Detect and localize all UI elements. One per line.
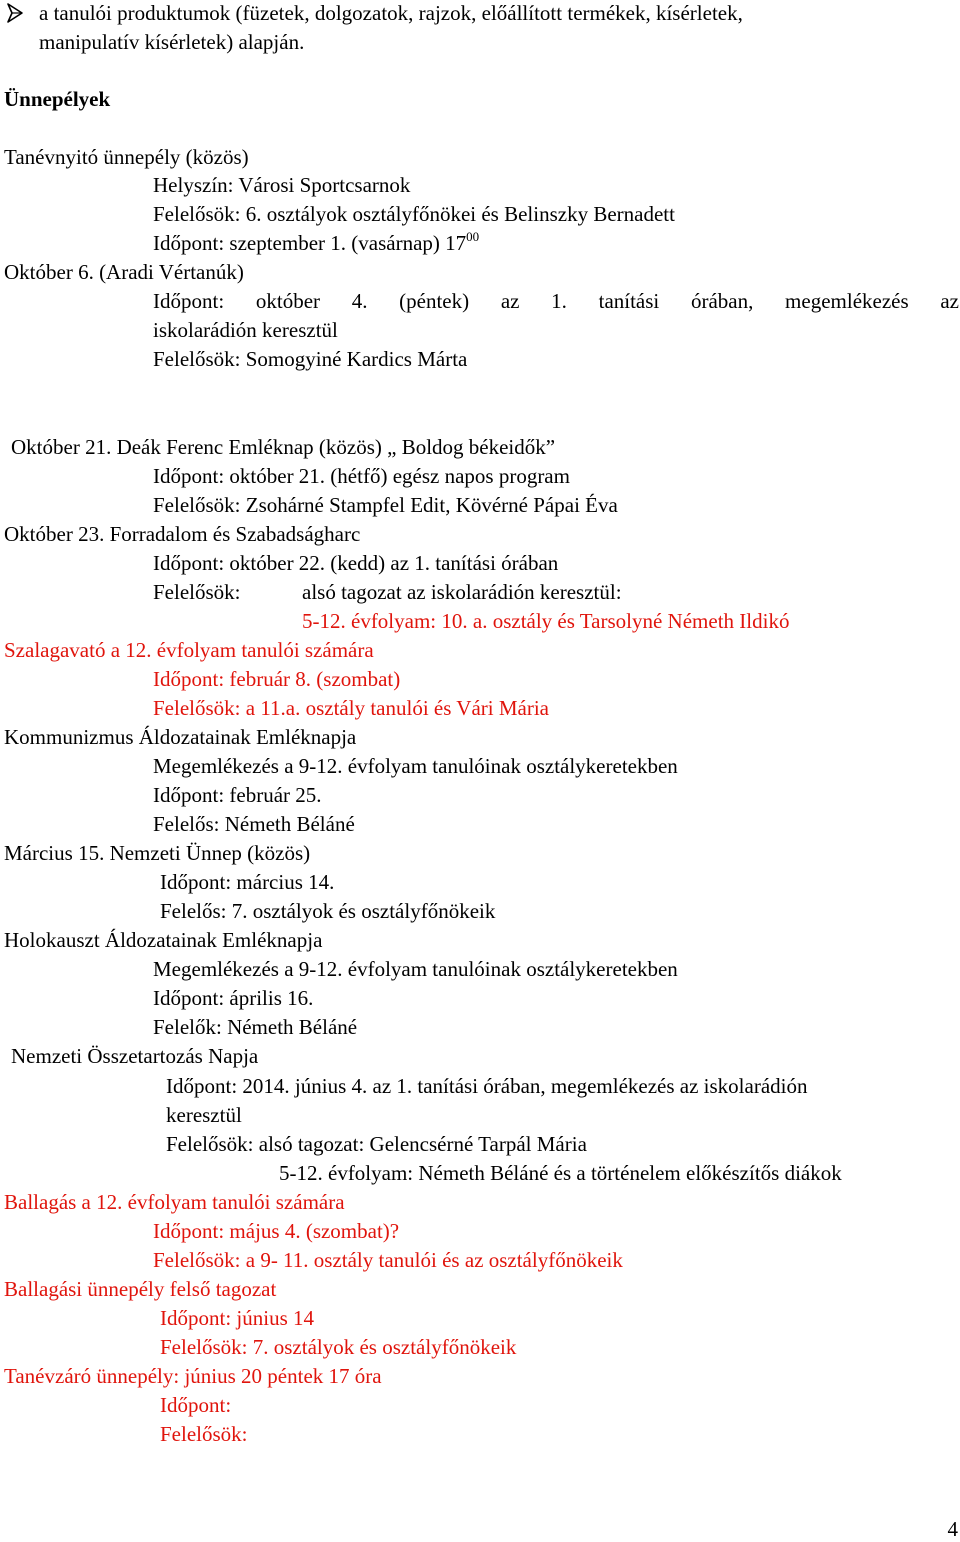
event-idopont: Időpont: 2014. június 4. az 1. tanítási órában, megemlékezés az iskolarádión [166, 1074, 808, 1098]
event-idopont: Időpont: február 25. [153, 783, 322, 807]
event-idopont: Időpont: szeptember 1. (vasárnap) $17^{00}$ [153, 229, 480, 255]
event-title-szalagavato: Szalagavató a 12. évfolyam tanulói számára [4, 638, 374, 662]
event-idopont: Időpont: június 14 [160, 1306, 315, 1330]
bullet-text-line2: manipulatív kísérletek) alapján. [39, 30, 305, 54]
event-felelosok: Felelősök: 6. osztályok osztályfőnökei és Belinszky Bernadett [153, 202, 675, 226]
event-idopont: Időpont: október 21. (hétfő) egész napos program [153, 464, 570, 488]
event-felelosok: Felelősök: 7. osztályok és osztályfőnökeik [160, 1335, 517, 1359]
event-title-oktober6: Október 6. (Aradi Vértanúk) [4, 260, 244, 284]
event-title-ballagasi-felso: Ballagási ünnepély felső tagozat [4, 1277, 277, 1301]
event-title-holokauszt: Holokauszt Áldozatainak Emléknapja [4, 928, 323, 952]
event-title-tanevnyito: Tanévnyitó ünnepély (közös) [4, 145, 249, 169]
event-megemlekezes: Megemlékezés a 9-12. évfolyam tanulóinak osztálykeretekben [153, 957, 678, 981]
event-felelosok: Felelősök: a 9- 11. osztály tanulói és az osztályfőnökeik [153, 1248, 623, 1272]
event-megemlekezes: Megemlékezés a 9-12. évfolyam tanulóinak osztálykeretekben [153, 754, 678, 778]
event-title-osszetartozas: Nemzeti Összetartozás Napja [11, 1044, 259, 1068]
event-title-kommunizmus: Kommunizmus Áldozatainak Emléknapja [4, 725, 357, 749]
event-idopont-cont: keresztül [166, 1103, 242, 1127]
event-idopont: Időpont: március 14. [160, 870, 335, 894]
time-superscript: 00 [466, 229, 480, 244]
bullet-text-line1: a tanulói produktumok (füzetek, dolgozatok, rajzok, előállított termékek, kísérletek, [39, 1, 743, 25]
event-helyszin: Helyszín: Városi Sportcsarnok [153, 173, 411, 197]
event-idopont: Időpont: április 16. [153, 986, 314, 1010]
event-felelosok-cont: 5-12. évfolyam: 10. a. osztály és Tarsolyné Németh Ildikó [302, 609, 790, 633]
event-idopont: Időpont: február 8. (szombat) [153, 667, 401, 691]
event-title-ballagas: Ballagás a 12. évfolyam tanulói számára [4, 1190, 345, 1214]
event-idopont: Időpont: [160, 1393, 232, 1417]
event-felelosok: Felelősök: a 11.a. osztály tanulói és Vári Mária [153, 696, 549, 720]
event-felelosok: Felelősök: Zsohárné Stampfel Edit, Kövérné Pápai Éva [153, 493, 618, 517]
event-title-marcius15: Március 15. Nemzeti Ünnep (közös) [4, 841, 311, 865]
event-felelosok: Felelősök: alsó tagozat: Gelencsérné Tarpál Mária [166, 1132, 587, 1156]
event-felelosok: alsó tagozat az iskolarádión keresztül: [302, 580, 622, 604]
event-title-oktober21: Október 21. Deák Ferenc Emléknap (közös) „ Boldog békeidők” [11, 435, 556, 459]
event-felelosok-label: Felelősök: [153, 580, 241, 604]
event-felelosok: Felelősök: Somogyiné Kardics Márta [153, 347, 468, 371]
event-felelosok-cont: 5-12. évfolyam: Németh Béláné és a történelem előkészítős diákok [279, 1161, 842, 1185]
event-idopont: Időpont: május 4. (szombat)? [153, 1219, 400, 1243]
page-number: 4 [947, 1517, 958, 1541]
event-felelos: Felelős: Németh Béláné [153, 812, 355, 836]
event-idopont: Időpont: október 4. (péntek) az 1. tanítási órában, megemlékezés az [153, 289, 959, 313]
event-felelok: Felelők: Németh Béláné [153, 1015, 358, 1039]
event-idopont: Időpont: október 22. (kedd) az 1. tanítási órában [153, 551, 559, 575]
section-heading: Ünnepélyek [4, 87, 111, 111]
event-felelos: Felelős: 7. osztályok és osztályfőnökeik [160, 899, 496, 923]
event-felelosok: Felelősök: [160, 1422, 248, 1446]
event-title-tanevzaro: Tanévzáró ünnepély: június 20 péntek 17 óra [4, 1364, 382, 1388]
arrow-bullet-icon [6, 2, 24, 24]
event-title-oktober23: Október 23. Forradalom és Szabadságharc [4, 522, 361, 546]
event-idopont-cont: iskolarádión keresztül [153, 318, 338, 342]
